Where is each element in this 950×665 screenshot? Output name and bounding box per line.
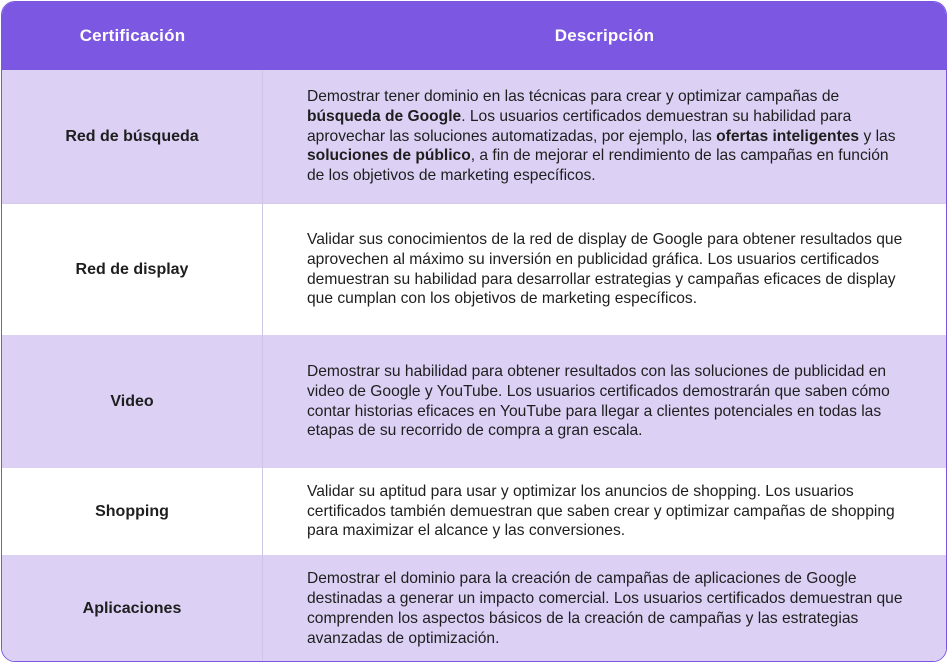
certification-description xyxy=(307,230,906,309)
highlighted-text: ofertas inteligentes xyxy=(716,127,860,145)
highlighted-text: soluciones de público xyxy=(307,147,471,165)
highlighted-text: búsqueda de Google xyxy=(307,107,462,125)
certification-description xyxy=(307,362,906,441)
certification-description xyxy=(307,569,906,648)
description-text: Demostrar tener dominio en las técnicas para crear y optimizar campañas de xyxy=(307,88,840,105)
description-text: , a fin de mejorar el rendimiento de las campañas en función de los objetivos de marketing específicos. xyxy=(307,147,889,185)
certification-name: Red de búsqueda xyxy=(2,70,263,203)
table-header xyxy=(2,2,946,70)
certification-name: Video xyxy=(2,335,263,468)
header-descripcion: Descripción xyxy=(554,26,655,45)
description-text: Validar su aptitud para usar y optimizar los anuncios de shopping. Los usuarios certificados también demuestran que saben crear y optimizar campañas de shopping para maximizar el alcance y las conversiones. xyxy=(307,482,895,540)
description-text: Demostrar el dominio para la creación de campañas de aplicaciones de Google destinadas a generar un impacto comercial. Los usuarios certificados demuestran que comprenden los aspectos básicos de la creación de campañas y las estrategias avanzadas de optimización. xyxy=(307,570,903,647)
certification-name: Red de display xyxy=(2,204,263,335)
description-text: . Los usuarios certificados demuestran su habilidad para aprovechar las soluciones automatizadas, por ejemplo, las xyxy=(307,107,852,145)
certification-description xyxy=(307,87,906,186)
table-row xyxy=(2,555,946,662)
table-row xyxy=(2,335,946,468)
description-text: y las xyxy=(859,127,896,145)
header-certificacion: Certificación xyxy=(79,26,186,45)
certifications-table xyxy=(1,1,947,662)
description-text: Demostrar su habilidad para obtener resultados con las soluciones de publicidad en video de Google y YouTube. Los usuarios certificados demostrarán que saben cómo contar historias eficaces en YouTube para llegar a clientes potenciales en todas las etapas de su recorrido de compra a gran escala. xyxy=(307,362,890,440)
table-row xyxy=(2,70,946,203)
description-text: Validar sus conocimientos de la red de display de Google para obtener resultados que aprovechen al máximo su inversión en publicidad gráfica. Los usuarios certificados demuestran su habilidad para desarrollar estrategias y campañas eficaces de display que cumplan con los objetivos de marketing específicos. xyxy=(307,230,903,308)
table-row xyxy=(2,203,946,335)
certification-name: Shopping xyxy=(2,468,263,555)
certification-description xyxy=(307,482,906,541)
table-row xyxy=(2,468,946,555)
certification-name: Aplicaciones xyxy=(2,555,263,662)
